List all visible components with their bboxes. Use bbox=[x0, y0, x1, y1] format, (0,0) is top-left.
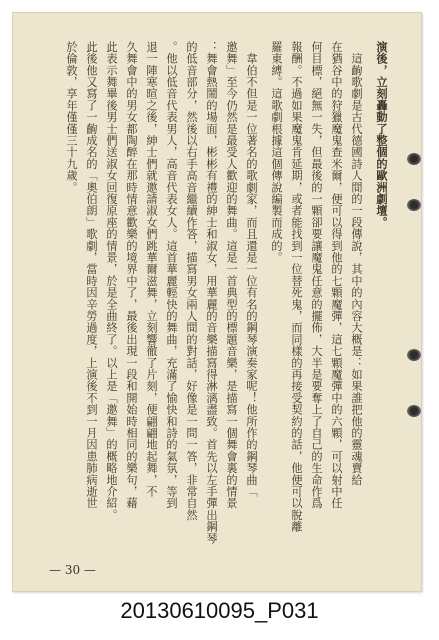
text-column: 何目標，絕無一失，但最後的一顆卻要讓魔鬼任意的擺佈，大半是要奪上了自己的生命作爲 bbox=[310, 41, 323, 509]
archive-id-caption: 20130610095_P031 bbox=[120, 598, 319, 623]
text-column: 於倫敦，享年僅僅三十九歲。 bbox=[65, 41, 78, 194]
text-column: 邀舞」至今仍然是最受人歡迎的舞曲。這是一首典型的標題音樂，是描寫一個舞會裏的情景 bbox=[225, 41, 238, 509]
text-column: 。他以低音代表男人，高音代表女人。這首華麗輕快的舞曲，充滿了愉快和詩的氣氛，等到 bbox=[165, 41, 178, 509]
text-column: 演後，立刻轟動了整個的歐洲劇壇。 bbox=[375, 41, 389, 229]
text-column: 退一陣寒暄之後，紳士們就邀請淑女們跳華爾滋舞，立刻響徹了片刻，便翩翩地起舞，不 bbox=[145, 41, 158, 498]
binding-hole-4 bbox=[407, 405, 421, 417]
text-column: 的低音部分，然後以右手高音繼續作答，描寫男女兩人間的對話，好像是一問一答，非常自然 bbox=[185, 41, 198, 521]
text-column: 在猶谷中的狩獵魔鬼查米爾，便可以得到他的七顆魔彈，這七顆魔彈中的六顆，可以射中任 bbox=[330, 41, 343, 509]
page-number: — 30 — bbox=[49, 563, 96, 577]
binding-hole-3 bbox=[407, 349, 421, 361]
text-column: 久舞會中的男女都陶醉在那時情意歡樂的境界中了，最後出現一段和開始時相同的樂句，藉 bbox=[125, 41, 138, 509]
binding-hole-2 bbox=[407, 199, 421, 211]
text-column: 報酬。不過如果魔鬼肯延期，或者能找到一位替死鬼，而同樣的再接受契約的話，他便可以脫離 bbox=[290, 41, 303, 533]
text-column: ：舞會熱鬧的場面，彬彬有禮的紳士和淑女，用華麗的音樂描寫得淋漓盡致。首先以左手彈出鋼琴 bbox=[205, 41, 218, 545]
binding-hole-1 bbox=[407, 153, 421, 165]
text-column: 這齣歌劇是古代德國詩人間的一段傳說，其中的內容大概是：如果誰把他的靈魂賣給 bbox=[350, 41, 363, 486]
text-column: 韋伯不但是一位著名的歌劇家，而且還是一位有名的鋼琴演奏家呢！他所作的鋼琴曲「 bbox=[245, 41, 258, 498]
text-column: 羅東縛。這歌劇根據這個傳說編製而成的。 bbox=[270, 41, 283, 264]
document-page bbox=[12, 12, 422, 592]
text-column: 此後他又寫了一齣成名的「奧伯朗」歌劇，當時因辛勞過度，上演後不到一月因患肺病逝世 bbox=[85, 41, 98, 509]
text-column: 此表示舞畢後男士們送淑女回復原座的情景，於是全曲終了。以上是「邀舞」的概略地介紹。 bbox=[105, 41, 118, 521]
vertical-text-body bbox=[37, 41, 389, 551]
